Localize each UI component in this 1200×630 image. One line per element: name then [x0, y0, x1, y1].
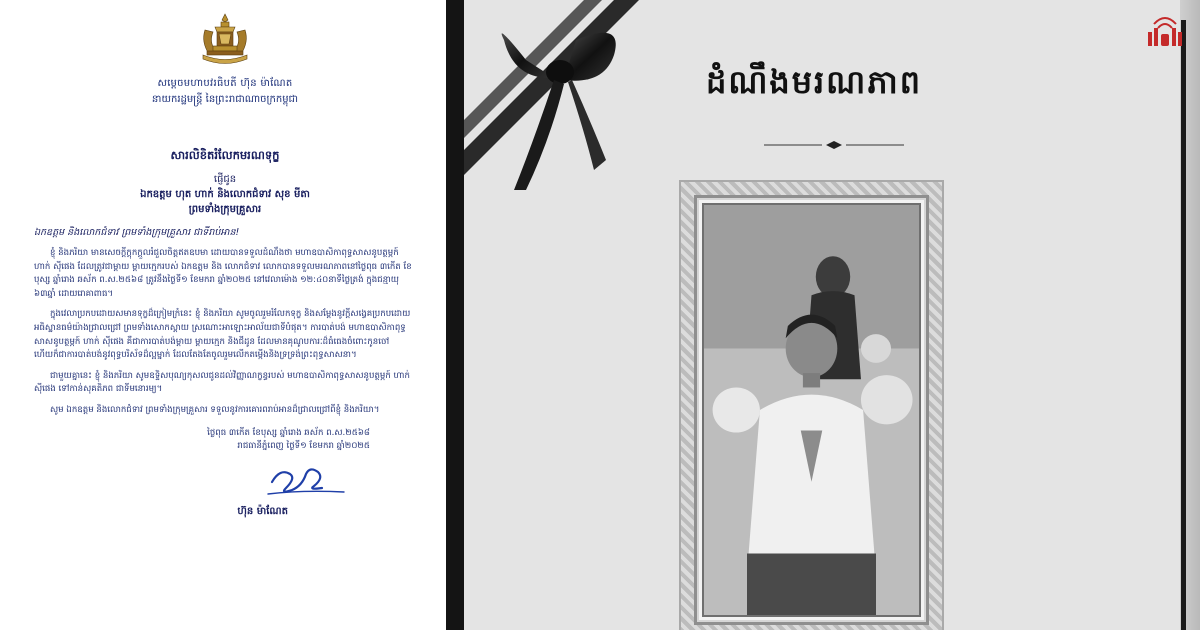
sender-block	[34, 76, 416, 108]
letter-title: សារលិខិតរំលែកមរណទុក្ខ	[170, 148, 280, 162]
condolence-letter	[0, 0, 448, 630]
royal-crest-icon	[195, 12, 255, 68]
letter-recipient-family: ព្រមទាំងក្រុមគ្រួសារ	[188, 204, 262, 215]
letter-to: ផ្ញើជូន	[213, 174, 237, 185]
letter-date-lunar: ថ្ងៃពុធ ៣កើត ខែបុស្ស ឆ្នាំរោង ឆស័ក ព.ស.២៥៦៨	[207, 427, 370, 438]
poster-border-line	[1181, 20, 1186, 630]
hot-news-logo-icon	[1140, 10, 1190, 52]
letter-date-solar: រាជធានីភ្នំពេញ ថ្ងៃទី១ ខែមករា ឆ្នាំ២០២៥	[237, 441, 370, 452]
poster-heading: ដំណឹងមរណភាព	[706, 63, 922, 101]
letter-paragraph: ខ្ញុំ និងភរិយា មានសេចក្តីក្តុកក្តួលរំជួលចិត្តឥតឧបមា ដោយបានទទួលដំណឹងថា មហាឧបាសិកាពុទ្ធសាសនូបត្ថម្ភក៍ ហាក់ ស៊ីផេង ដែលត្រូវជាម្តាយ ម្តាយក្មេករបស់ ឯកឧត្តម និង លោកជំទាវ លោកបានទទួលមរណភាពនៅថ្ងៃពុធ ៣កើត ខែបុស្ស ឆ្នាំរោង ឆស័ក ព.ស.២៥៦៨ ត្រូវនឹងថ្ងៃទី១ ខែមករា ឆ្នាំ២០២៥ នៅវេលាម៉ោង ១២:៤០នាទីថ្ងៃត្រង់ ក្នុងជន្មាយុ ៦៣ឆ្នាំ ដោយរោគាពាធ។	[34, 248, 412, 299]
ornament-divider	[764, 140, 904, 150]
memorial-poster	[464, 0, 1200, 630]
letter-recipient: ឯកឧត្តម ហុត ហាក់ និងលោកជំទាវ សុខ មីតា	[140, 189, 310, 200]
black-ribbon-icon	[464, 0, 664, 200]
letter-paragraph: ជាមួយគ្នានេះ ខ្ញុំ និងភរិយា សូមឧទ្ទិសបុណ្យកុសលជូនដល់វិញ្ញាណក្ខន្ធរបស់ មហាឧបាសិកាពុទ្ធសាសនូបត្ថម្ភក៍ ហាក់ ស៊ីផេង ទៅកាន់សុគតិភព ជាទីមនោរម្យ។	[34, 370, 410, 395]
portrait-frame	[679, 180, 944, 630]
portrait-photo	[704, 205, 919, 615]
letter-paragraph: ក្នុងវេលាប្រកបដោយសមានទុក្ខដ៏ក្រៀមក្រំនេះ ខ្ញុំ និងភរិយា សូមចូលរួមរំលែកទុក្ខ និងសម្តែងនូវក្តីសង្វេគប្រកបដោយអធិស្ឋានធម៌យ៉ាងជ្រាលជ្រៅ ព្រមទាំងសោកស្តាយ ស្រណោះអាឡោះអាល័យជាទីបំផុត។ ការបាត់បង់ មហាឧបាសិកាពុទ្ធសាសនូបត្ថម្ភក៍ ហាក់ ស៊ីផេង គឺជាការបាត់បង់ម្តាយ ម្តាយក្មេក និងជីដូន ដែលមានគុណូបការៈដ៏ធំធេងចំពោះកូនចៅ ហើយក៏ជាការបាត់បង់នូវពុទ្ធបរិស័ទដ៏ល្អម្នាក់ ដែលតែងតែចូលរួមលើកតម្កើងនិងទ្រទ្រង់ព្រះពុទ្ធសាសនា។	[34, 309, 411, 361]
signer-name: ហ៊ុន ម៉ាណែត	[237, 505, 288, 517]
sender-title: នាយករដ្ឋមន្ត្រី នៃព្រះរាជាណាចក្រកម្ពុជា	[151, 94, 299, 105]
sender-name: សម្តេចមហាបវរធិបតី ហ៊ុន ម៉ាណែត	[157, 78, 293, 89]
letter-paragraph: សូម ឯកឧត្តម និងលោកជំទាវ ព្រមទាំងក្រុមគ្រួសារ ទទួលនូវការគោរពរាប់អានដ៏ជ្រាលជ្រៅពីខ្ញុំ និងភរិយា។	[50, 404, 380, 415]
signature-image	[262, 460, 352, 500]
memorial-portrait	[702, 203, 921, 617]
letter-salutation: ឯកឧត្តម និងលោកជំទាវ ព្រមទាំងក្រុមគ្រួសារ ជាទីរាប់អាន!	[34, 227, 240, 238]
letter-date-block	[34, 427, 370, 454]
divider-band	[446, 0, 464, 630]
